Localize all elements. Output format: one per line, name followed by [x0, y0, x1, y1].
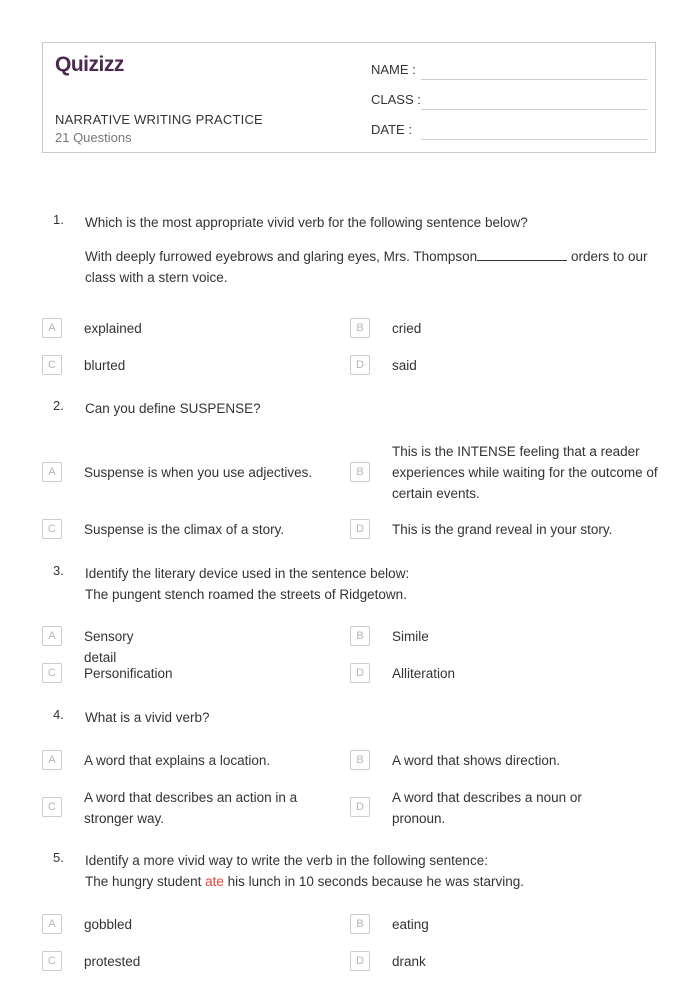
option-text: said [392, 358, 417, 373]
option-text: A word that shows direction. [392, 753, 561, 768]
option-text: Alliteration [392, 666, 456, 681]
worksheet-title: NARRATIVE WRITING PRACTICE [55, 112, 263, 127]
option-text: A word that describes a noun or pronoun. [392, 790, 582, 826]
option-letter: D [350, 797, 370, 817]
question-sentence [85, 871, 660, 892]
question-text: Can you define SUSPENSE? [85, 401, 261, 416]
date-field[interactable] [371, 120, 647, 140]
question-prompt: Identify the literary device used in the sentence below: [85, 566, 410, 581]
name-line [421, 79, 647, 80]
question-text: What is a vivid verb? [85, 710, 210, 725]
option-letter: D [350, 519, 370, 539]
option-text: cried [392, 321, 422, 336]
worksheet-header [42, 42, 656, 153]
option-text: This is the grand reveal in your story. [392, 522, 613, 537]
question-prompt: Identify a more vivid way to write the verb in the following sentence: [85, 853, 488, 868]
option-text: Simile [392, 629, 429, 644]
option-letter: A [42, 626, 62, 646]
question-sentence [85, 246, 660, 288]
option-text: protested [84, 954, 141, 969]
sentence-part: orders to our class with a stern voice. [85, 249, 648, 285]
question-prompt: Which is the most appropriate vivid verb for the following sentence below? [85, 215, 528, 230]
question-count: 21 Questions [55, 130, 132, 145]
class-line [421, 109, 647, 110]
option-letter: D [350, 951, 370, 971]
quizizz-logo: Quizizz [55, 53, 124, 76]
option-text: Sensory detail [84, 629, 134, 665]
option-text: Personification [84, 666, 173, 681]
option-letter: C [42, 797, 62, 817]
option-letter: B [350, 462, 370, 482]
date-line [421, 139, 647, 140]
option-text: blurted [84, 358, 126, 373]
question-sentence: The pungent stench roamed the streets of Ridgetown. [85, 587, 407, 602]
option-letter: C [42, 519, 62, 539]
option-text: A word that explains a location. [84, 753, 271, 768]
option-letter: A [42, 318, 62, 338]
question-text [85, 212, 660, 288]
name-field[interactable] [371, 60, 647, 80]
option-letter: B [350, 750, 370, 770]
option-text: Suspense is the climax of a story. [84, 522, 285, 537]
class-field[interactable] [371, 90, 647, 110]
sentence-part: The hungry student [85, 874, 206, 889]
option-text: This is the INTENSE feeling that a reader experiences while waiting for the outcome of certain events. [392, 444, 658, 501]
option-letter: C [42, 355, 62, 375]
option-letter: A [42, 750, 62, 770]
question-text [85, 563, 660, 605]
highlighted-verb: ate [205, 874, 224, 889]
option-letter: B [350, 318, 370, 338]
option-text: explained [84, 321, 142, 336]
option-letter: D [350, 663, 370, 683]
question-number: 5. [53, 850, 64, 865]
class-label: CLASS : [371, 92, 421, 107]
option-text: A word that describes an action in a stronger way. [84, 790, 298, 826]
option-letter: A [42, 914, 62, 934]
option-text: eating [392, 917, 429, 932]
sentence-part: his lunch in 10 seconds because he was starving. [223, 874, 525, 889]
sentence-part: With deeply furrowed eyebrows and glaring eyes, Mrs. Thompson [85, 249, 478, 264]
option-letter: B [350, 914, 370, 934]
question-text [85, 850, 660, 892]
question-number: 2. [53, 398, 64, 413]
question-number: 3. [53, 563, 64, 578]
question-number: 4. [53, 707, 64, 722]
option-text: gobbled [84, 917, 133, 932]
option-letter: D [350, 355, 370, 375]
option-letter: A [42, 462, 62, 482]
option-letter: C [42, 951, 62, 971]
option-text: Suspense is when you use adjectives. [84, 465, 313, 480]
option-letter: B [350, 626, 370, 646]
option-letter: C [42, 663, 62, 683]
date-label: DATE : [371, 122, 412, 137]
option-text: drank [392, 954, 426, 969]
name-label: NAME : [371, 62, 416, 77]
answer-blank [477, 248, 567, 261]
question-number: 1. [53, 212, 64, 227]
